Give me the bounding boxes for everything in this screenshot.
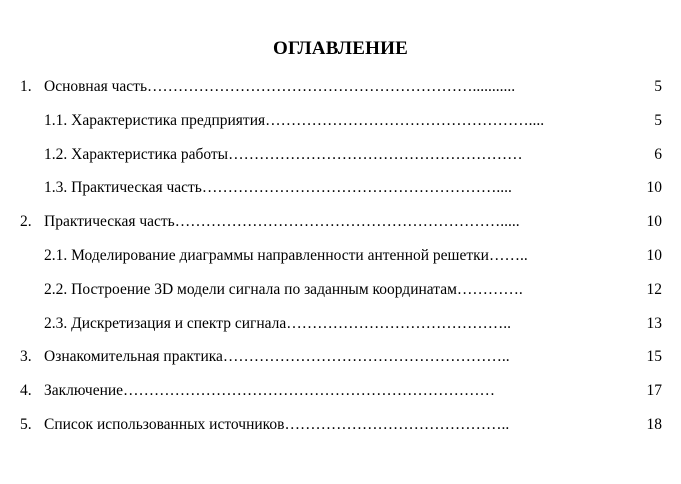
toc-entry-text: Заключение………………………………………………………………	[44, 382, 496, 399]
toc-entry-text: 1.1. Характеристика предприятия……………………………………………....	[44, 112, 545, 129]
toc-entry-page: 13	[646, 315, 662, 332]
toc-entry-text: 2.2. Построение 3D модели сигнала по заданным координатам………….	[44, 281, 523, 298]
toc-entry-text: Список использованных источников……………………………………..	[44, 416, 510, 433]
toc-entry-page: 10	[646, 179, 662, 196]
toc-entry-page: 12	[646, 281, 662, 298]
toc-entry-text: 2.3. Дискретизация и спектр сигнала……………………………………..	[44, 315, 512, 332]
toc-entry-text: 2.1. Моделирование диаграммы направленности антенной решетки……..	[44, 247, 528, 264]
toc-title: ОГЛАВЛЕНИЕ	[273, 38, 408, 59]
toc-entry-page: 5	[654, 112, 662, 129]
toc-entry-text: Основная часть………………………………………………………...........	[44, 78, 516, 95]
toc-entry-number: 1.	[20, 78, 32, 95]
toc-entry-page: 15	[646, 348, 662, 365]
toc-entry-page: 18	[646, 416, 662, 433]
toc-entry-page: 10	[646, 247, 662, 264]
toc-entry-page: 6	[654, 146, 662, 163]
toc-entry-page: 10	[646, 213, 662, 230]
toc-entry-text: 1.3. Практическая часть…………………………………………………....	[44, 179, 512, 196]
toc-entry-number: 2.	[20, 213, 32, 230]
toc-entry-page: 17	[646, 382, 662, 399]
toc-entry-text: Практическая часть……………………………………………………….....	[44, 213, 520, 230]
toc-entry-number: 5.	[20, 416, 32, 433]
toc-entry-number: 4.	[20, 382, 32, 399]
toc-entry-text: 1.2. Характеристика работы…………………………………………………	[44, 146, 523, 163]
toc-entry-page: 5	[654, 78, 662, 95]
toc-entry-number: 3.	[20, 348, 32, 365]
toc-entry-text: Ознакомительная практика………………………………………………..	[44, 348, 510, 365]
